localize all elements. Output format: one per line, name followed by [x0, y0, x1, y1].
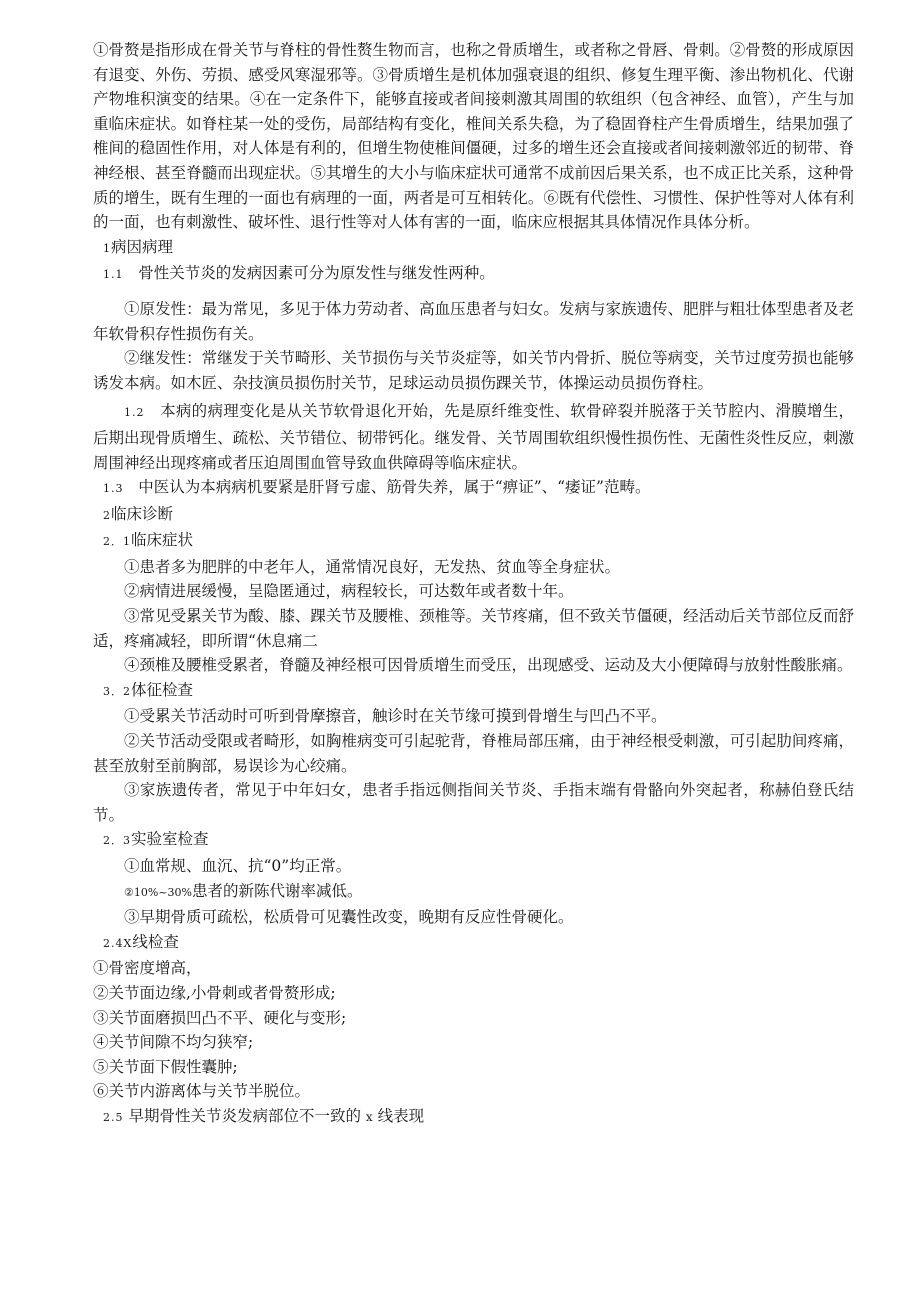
list-item: ③常见受累关节为酸、膝、踝关节及腰椎、颈椎等。关节疼痛，但不致关节僵硬，经活动后关节部位反而舒适，疼痛减轻，即所谓“休息痛二 [93, 607, 854, 650]
section-1-heading [93, 235, 854, 262]
section-number: 2．1 [103, 535, 131, 549]
section-2-1-heading [93, 528, 854, 555]
list-item: ⑥关节内游离体与关节半脱位。 [93, 1082, 311, 1101]
section-title: 临床症状 [131, 531, 194, 550]
section-title: 体征检查 [131, 680, 194, 699]
section-text: 中医认为本病病机要紧是肝肾亏虚、筋骨失养，属于“痹证”、“痿证”范畴。 [138, 478, 651, 497]
section-2-4-heading [93, 930, 854, 957]
section-1-3-heading [93, 475, 854, 502]
list-item: ②病情进展缓慢，呈隐匿通过，病程较长，可达数年或者数十年。 [124, 582, 574, 601]
list-item: ①骨密度增高， [93, 959, 202, 978]
section-2-5-heading [93, 1104, 854, 1131]
sign-list [93, 704, 854, 827]
section-title: 早期骨性关节炎发病部位不一致的 [128, 1106, 361, 1125]
section-text: 骨性关节炎的发病因素可分为原发性与继发性两种。 [138, 264, 495, 283]
lab-list [93, 854, 854, 930]
section-number: 1 [103, 241, 111, 255]
list-item: ④关节间隙不均匀狭窄; [93, 1033, 254, 1052]
section-number: 1.1 [103, 268, 124, 282]
section-title: 临床诊断 [111, 504, 174, 523]
section-number: 2.4X [103, 936, 133, 950]
list-item: ③早期骨质可疏松，松质骨可见囊性改变，晚期有反应性骨硬化。 [124, 908, 574, 927]
primary-cause-paragraph: ①原发性：最为常见，多见于体力劳动者、高血压患者与妇女。发病与家族遗传、肥胖与粗壮体型患者及老年软骨积存性损伤有关。 [93, 299, 854, 343]
list-item: ②关节面边缘,小骨刺或者骨赘形成; [93, 983, 336, 1002]
section-number: 3．2 [103, 684, 131, 698]
list-item: ③关节面磨损凹凸不平、硬化与变形; [93, 1008, 347, 1027]
section-title: 实验室检查 [131, 830, 209, 849]
list-item: ⑤关节面下假性囊肿; [93, 1057, 238, 1076]
list-item: ①受累关节活动时可听到骨摩擦音，触诊时在关节缘可摸到骨增生与凹凸不平。 [124, 707, 667, 726]
list-item-text: 患者的新陈代谢率减低。 [191, 881, 363, 900]
section-text: 本病的病理变化是从关节软骨退化开始，先是原纤维变性、软骨碎裂并脱落于关节腔内、滑膜增生，后期出现骨质增生、疏松、关节错位、韧带钙化。继发骨、关节周围软组织慢性损伤性、无菌性炎性反应，刺激周围神经出现疼痛或者压迫周围血管导致血供障碍等临床症状。 [93, 402, 855, 472]
list-item [93, 879, 854, 906]
section-number: 2．3 [103, 834, 131, 848]
section-number: 2 [103, 508, 111, 522]
section-title: 线检查 [132, 932, 179, 951]
section-1-2-paragraph [93, 399, 854, 475]
intro-paragraph: ①骨赘是指形成在骨关节与脊柱的骨性赘生物而言，也称之骨质增生，或者称之骨唇、骨刺。②骨赘的形成原因有退变、外伤、劳损、感受风寒湿邪等。③骨质增生是机体加强衰退的组织、修复生理平衡、渗出物机化、代谢产物堆积演变的结果。④在一定条件下，能够直接或者间接刺激其周围的软组织（包含神经、血管），产生与加重临床症状。如脊柱某一处的受伤，局部结构有变化，椎间关系失稳，为了稳固脊柱产生骨质增生，结果加强了椎间的稳固性作用，对人体是有利的，但增生物使椎间僵硬，过多的增生还会直接或者间接刺激邻近的韧带、脊神经根、甚至脊髓而出现症状。⑤其增生的大小与临床症状可通常不成前因后果关系，也不成正比关系，这种骨质的增生，既有生理的一面也有病理的一面，两者是可互相转化。⑥既有代偿性、习惯性、保护性等对人体有利的一面，也有刺激性、破坏性、退行性等对人体有害的一面，临床应根据其具体情况作具体分析。 [93, 41, 854, 232]
xray-list [93, 956, 854, 1104]
section-number: 1.3 [103, 482, 124, 496]
section-2-heading [93, 502, 854, 529]
section-title-end: 线表现 [377, 1106, 425, 1125]
symptom-list [93, 555, 854, 678]
section-1-1-heading [93, 261, 854, 288]
percent-range: ②10%~30% [124, 885, 192, 899]
section-2-2-heading [93, 678, 854, 705]
section-number: 1.2 [124, 406, 145, 420]
list-item: ④颈椎及腰椎受累者，脊髓及神经根可因骨质增生而受压，出现感受、运动及大小便障碍与放射性酸胀痛。 [124, 656, 853, 675]
list-item: ③家族遗传者，常见于中年妇女，患者手指远侧指间关节炎、手指末端有骨骼向外突起者，称赫伯登氏结节。 [93, 781, 854, 824]
list-item: ②关节活动受限或者畸形，如胸椎病变可引起驼背，脊椎局部压痛，由于神经根受刺激，可引起肋间疼痛，甚至放射至前胸部，易误诊为心绞痛。 [93, 732, 854, 775]
section-title: 病因病理 [111, 237, 174, 256]
x-letter: x [365, 1109, 373, 1124]
secondary-cause-paragraph: ②继发性：常继发于关节畸形、关节损伤与关节炎症等，如关节内骨折、脱位等病变，关节过度劳损也能够诱发本病。如木匠、杂技演员损伤肘关节，足球运动员损伤踝关节，体操运动员损伤脊柱。 [93, 349, 854, 392]
section-number: 2.5 [103, 1110, 124, 1124]
list-item: ①患者多为肥胖的中老年人，通常情况良好，无发热、贫血等全身症状。 [124, 557, 621, 576]
section-2-3-heading [93, 827, 854, 854]
list-item: ①血常规、血沉、抗“0”均正常。 [124, 857, 352, 875]
